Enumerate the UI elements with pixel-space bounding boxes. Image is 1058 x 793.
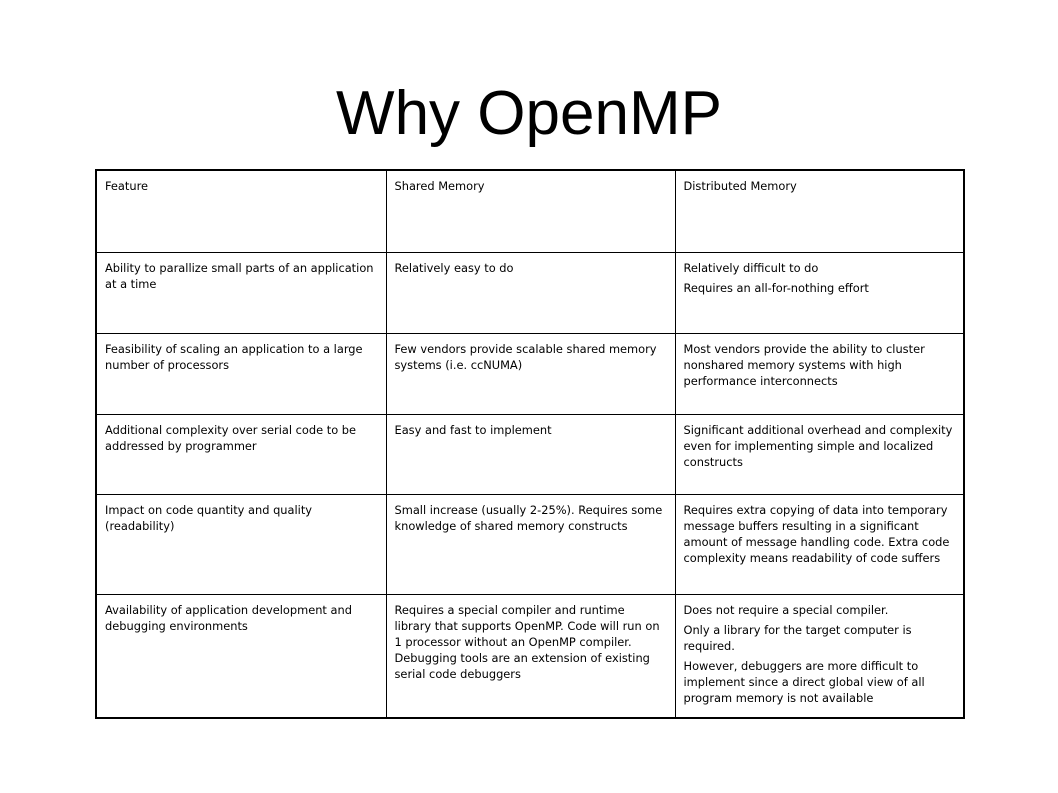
feature-text: Availability of application development and debugging environments xyxy=(105,602,352,633)
table-row xyxy=(97,333,963,414)
table-row xyxy=(97,494,963,594)
shared-memory-text: Small increase (usually 2-25%). Requires some knowledge of shared memory constructs xyxy=(394,502,663,533)
header-shared-memory xyxy=(386,171,675,252)
table-row xyxy=(97,594,963,717)
feature-cell xyxy=(97,333,386,414)
distributed-memory-text: Does not require a special compiler. xyxy=(683,602,889,617)
header-feature xyxy=(97,171,386,252)
shared-memory-text: Few vendors provide scalable shared memory systems (i.e. ccNUMA) xyxy=(394,341,657,372)
distributed-memory-text: Significant additional overhead and complexity even for implementing simple and localized constructs xyxy=(683,422,953,469)
distributed-memory-text: Requires an all-for-nothing effort xyxy=(683,280,869,295)
feature-cell xyxy=(97,594,386,717)
shared-memory-text: Easy and fast to implement xyxy=(394,422,552,437)
shared-memory-cell xyxy=(386,333,675,414)
distributed-memory-cell xyxy=(675,494,963,594)
shared-memory-text: Requires a special compiler and runtime library that supports OpenMP. Code will run on 1 processor without an OpenMP compiler. Debugging tools are an extension of existing serial code debuggers xyxy=(394,602,660,681)
distributed-memory-cell xyxy=(675,594,963,717)
feature-text: Impact on code quantity and quality (readability) xyxy=(105,502,313,533)
distributed-memory-text: Requires extra copying of data into temporary message buffers resulting in a significant amount of message handling code. Extra code complexity means readability of code suffers xyxy=(683,502,950,565)
slide-title: Why OpenMP xyxy=(336,79,722,148)
shared-memory-cell xyxy=(386,414,675,494)
table-header-row xyxy=(97,171,963,252)
table-row xyxy=(97,414,963,494)
header-shared-memory-label: Shared Memory xyxy=(394,179,485,193)
shared-memory-cell xyxy=(386,494,675,594)
header-distributed-memory xyxy=(675,171,963,252)
distributed-memory-cell xyxy=(675,414,963,494)
distributed-memory-cell xyxy=(675,333,963,414)
comparison-table-grid xyxy=(97,171,963,717)
feature-text: Feasibility of scaling an application to a large number of processors xyxy=(105,341,363,372)
distributed-memory-text: Most vendors provide the ability to cluster nonshared memory systems with high performance interconnects xyxy=(683,341,925,388)
feature-cell xyxy=(97,252,386,333)
feature-text: Ability to parallize small parts of an application at a time xyxy=(105,260,374,291)
feature-cell xyxy=(97,414,386,494)
distributed-memory-cell xyxy=(675,252,963,333)
distributed-memory-text: However, debuggers are more difficult to implement since a direct global view of all program memory is not available xyxy=(683,658,925,705)
shared-memory-cell xyxy=(386,594,675,717)
header-feature-label: Feature xyxy=(105,179,149,193)
table-row xyxy=(97,252,963,333)
header-distributed-memory-label: Distributed Memory xyxy=(683,179,797,193)
feature-text: Additional complexity over serial code to be addressed by programmer xyxy=(105,422,357,453)
shared-memory-cell xyxy=(386,252,675,333)
feature-cell xyxy=(97,494,386,594)
distributed-memory-text: Only a library for the target computer is required. xyxy=(683,622,912,653)
shared-memory-text: Relatively easy to do xyxy=(394,260,514,275)
distributed-memory-text: Relatively difficult to do xyxy=(683,260,819,275)
comparison-table xyxy=(95,169,965,719)
